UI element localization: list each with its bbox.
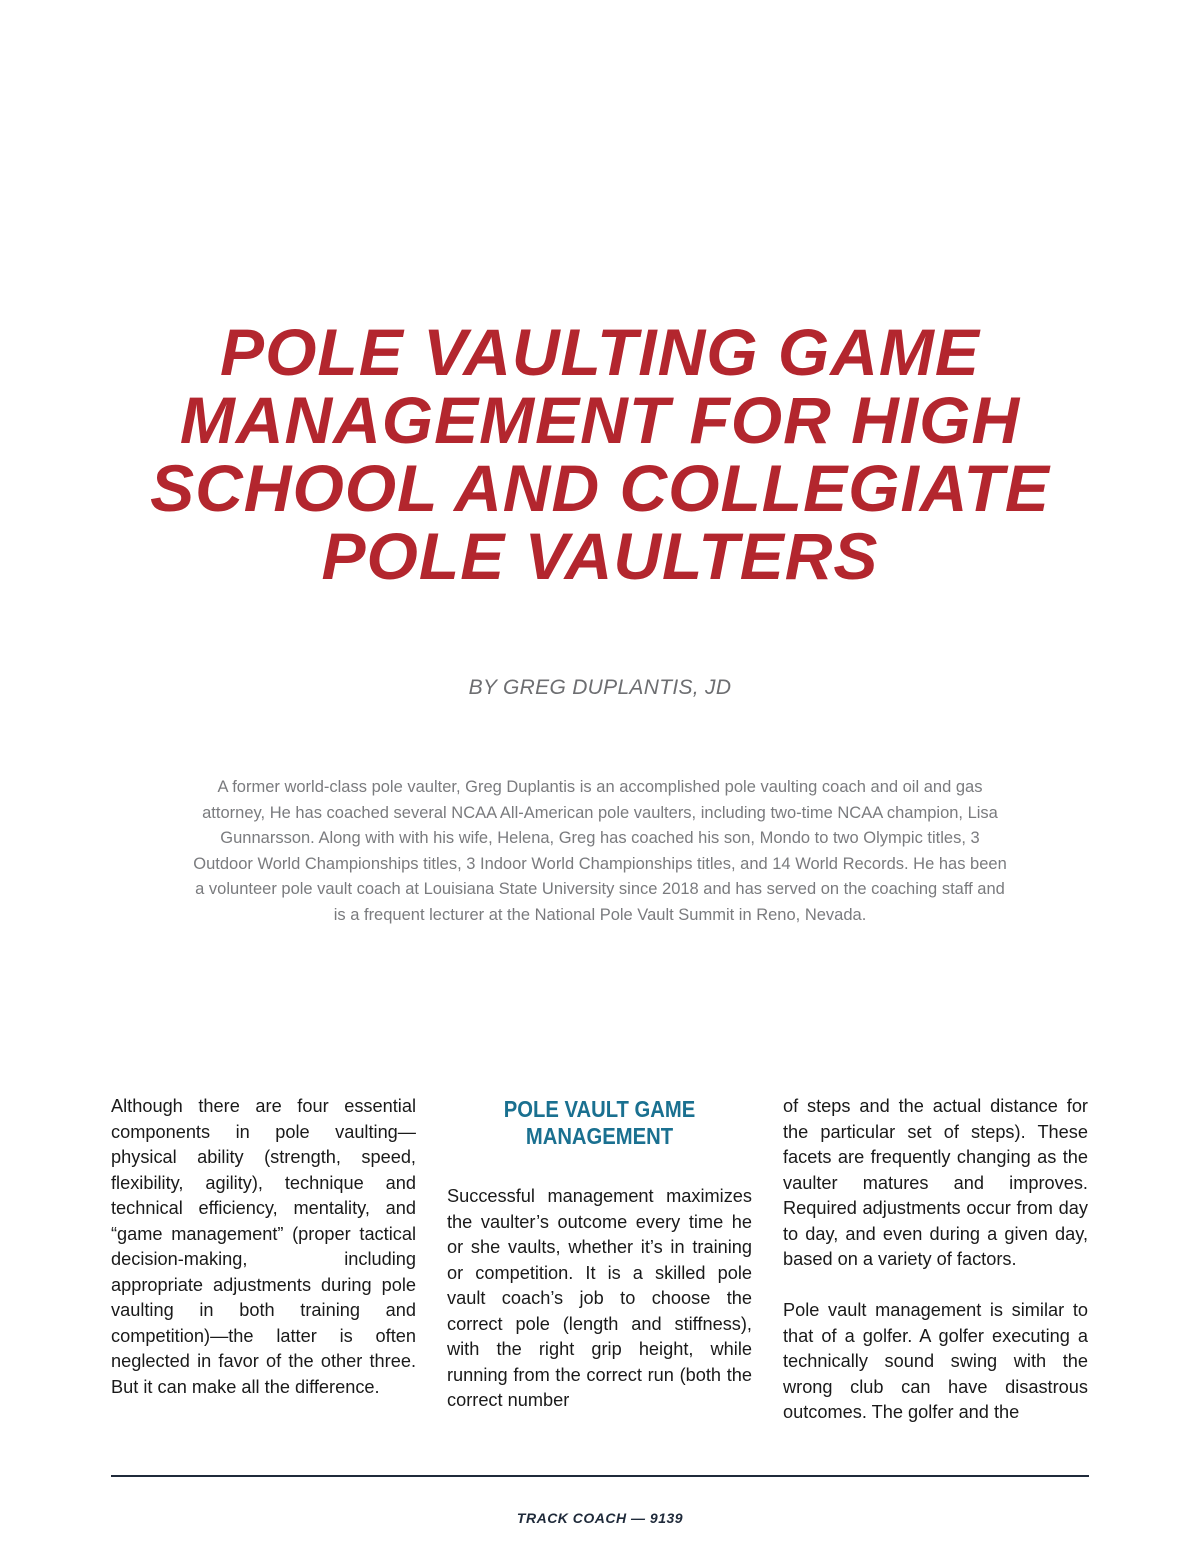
author-bio: A former world-class pole vaulter, Greg Duplantis is an accomplished pole vaulting coach and oil and gas attorney, He has coached several NCAA All-American pole vaulters, including two-time NCAA champion, Lisa Gunnarsson. Along with with his wife, Helena, Greg has coached his son, Mondo to two Olympic titles, 3 Outdoor World Championships titles, 3 Indoor World Championships titles, and 14 World Records. He has been a volunteer pole vault coach at Louisiana State University since 2018 and has served on the coaching staff and is a frequent lecturer at the National Pole Vault Summit in Reno, Nevada. [193, 778, 1007, 924]
paragraph: Although there are four essential components in pole vaulting—physical ability (strength, speed, flexibility, agility), technique and technical efficiency, mentality, and “game management” (proper tactical decision-making, including appropriate adjustments during pole vaulting in both training and competition)—the latter is often neglected in favor of the other three. But it can make all the difference. [111, 1096, 416, 1397]
page-footer: TRACK COACH — 9139 [516, 1510, 684, 1526]
text-column-2 [447, 1096, 752, 1439]
author-byline: BY GREG DUPLANTIS, JD [468, 676, 732, 699]
title-line-3: SCHOOL AND COLLEGIATE [150, 451, 1050, 525]
text-column-3 [783, 1094, 1088, 1451]
text-column-1 [111, 1094, 416, 1426]
title-line-4: POLE VAULTERS [321, 519, 879, 593]
footer-divider [111, 1475, 1089, 1477]
section-heading [465, 1096, 733, 1150]
paragraph: Successful management maximizes the vaulter’s outcome every time he or she vaults, whether it’s in training or competition. It is a skilled pole vault coach’s job to choose the correct pole (length and stiffness), with the right grip height, while running from the correct run (both the correct number [447, 1186, 752, 1410]
paragraph: of steps and the actual distance for the particular set of steps). These facets are frequently changing as the vaulter matures and improves. Required adjustments occur from day to day, and even during a given day, based on a variety of factors. [783, 1096, 1088, 1269]
paragraph: Pole vault management is similar to that of a golfer. A golfer executing a technically sound swing with the wrong club can have disastrous outcomes. The golfer and the [783, 1300, 1088, 1422]
article-title [100, 315, 1100, 593]
section-heading-line-1: POLE VAULT GAME [503, 1096, 696, 1122]
section-heading-line-2: MANAGEMENT [525, 1123, 674, 1149]
title-line-1: POLE VAULTING GAME [220, 315, 980, 389]
title-line-2: MANAGEMENT FOR HIGH [179, 383, 1021, 457]
